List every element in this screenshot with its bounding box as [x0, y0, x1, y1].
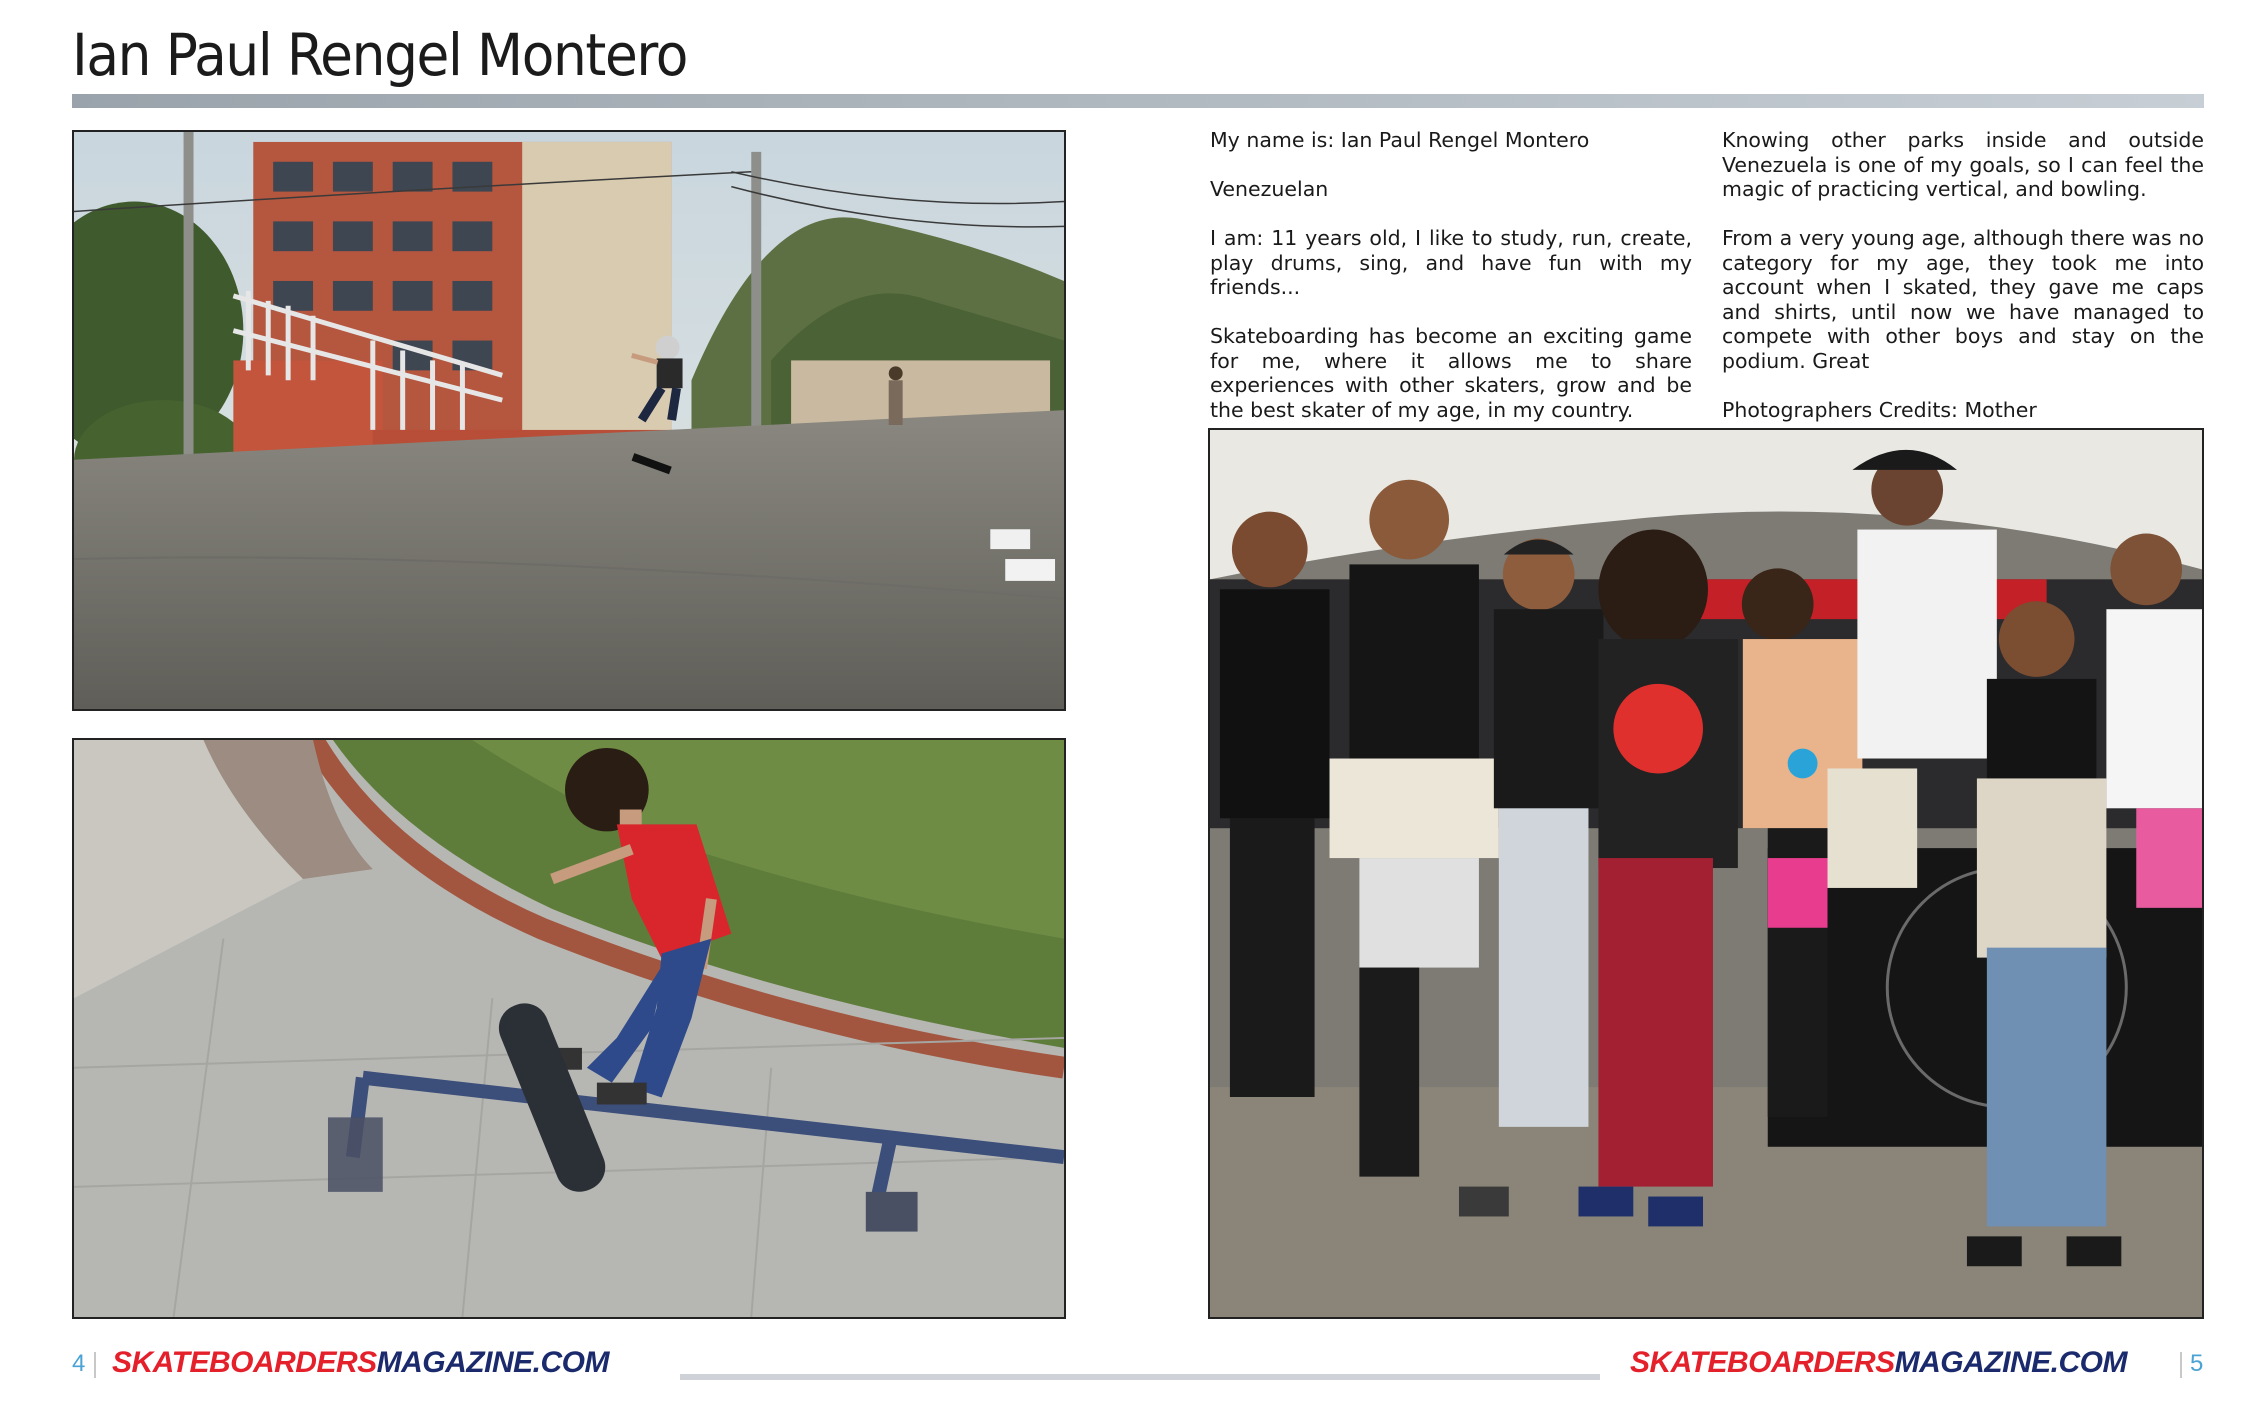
- paragraph-credits: Photographers Credits: Mother: [1722, 397, 2037, 422]
- brand-red-text: SKATEBOARDERS: [1630, 1346, 1895, 1379]
- paragraph-history: From a very young age, although there was no category for my age, they took me into account when I skated, they gave me caps and shirts, until now we have managed to compete with other boys and stay on the podium. Great: [1722, 226, 2204, 373]
- paragraph-about: I am: 11 years old, I like to study, run, create, play drums, sing, and have fun with my friends...: [1210, 226, 1692, 299]
- article-title: Ian Paul Rengel Montero: [72, 21, 688, 89]
- brand-red-text: SKATEBOARDERS: [112, 1346, 377, 1379]
- brand-logo-right: [1630, 1346, 2127, 1380]
- brand-logo-left: [112, 1346, 609, 1380]
- text-column-right: [1722, 128, 2204, 447]
- page-number-left: 4: [72, 1350, 86, 1377]
- paragraph-skateboarding: Skateboarding has become an exciting game for me, where it allows me to share experiences with other skaters, grow and be the best skater of my age, in my country.: [1210, 324, 1692, 422]
- title-underline-bar: [72, 94, 2204, 108]
- footer-divider-right: [2180, 1352, 2182, 1378]
- footer-divider-left: [94, 1352, 96, 1378]
- photo-podium-group: [1208, 428, 2204, 1319]
- paragraph-goals: Knowing other parks inside and outside Venezuela is one of my goals, so I can feel the magic of practicing vertical, and bowling.: [1722, 128, 2204, 201]
- text-column-left: [1210, 128, 1692, 447]
- paragraph-nationality: Venezuelan: [1210, 177, 1329, 201]
- photo-street-ollie: [72, 130, 1066, 711]
- footer-rule: [680, 1374, 1600, 1380]
- brand-blue-text: MAGAZINE.COM: [1894, 1346, 2127, 1379]
- paragraph-name: My name is: Ian Paul Rengel Montero: [1210, 128, 1590, 152]
- page-number-right: 5: [2190, 1350, 2204, 1377]
- brand-blue-text: MAGAZINE.COM: [376, 1346, 609, 1379]
- photo-rail-grind: [72, 738, 1066, 1319]
